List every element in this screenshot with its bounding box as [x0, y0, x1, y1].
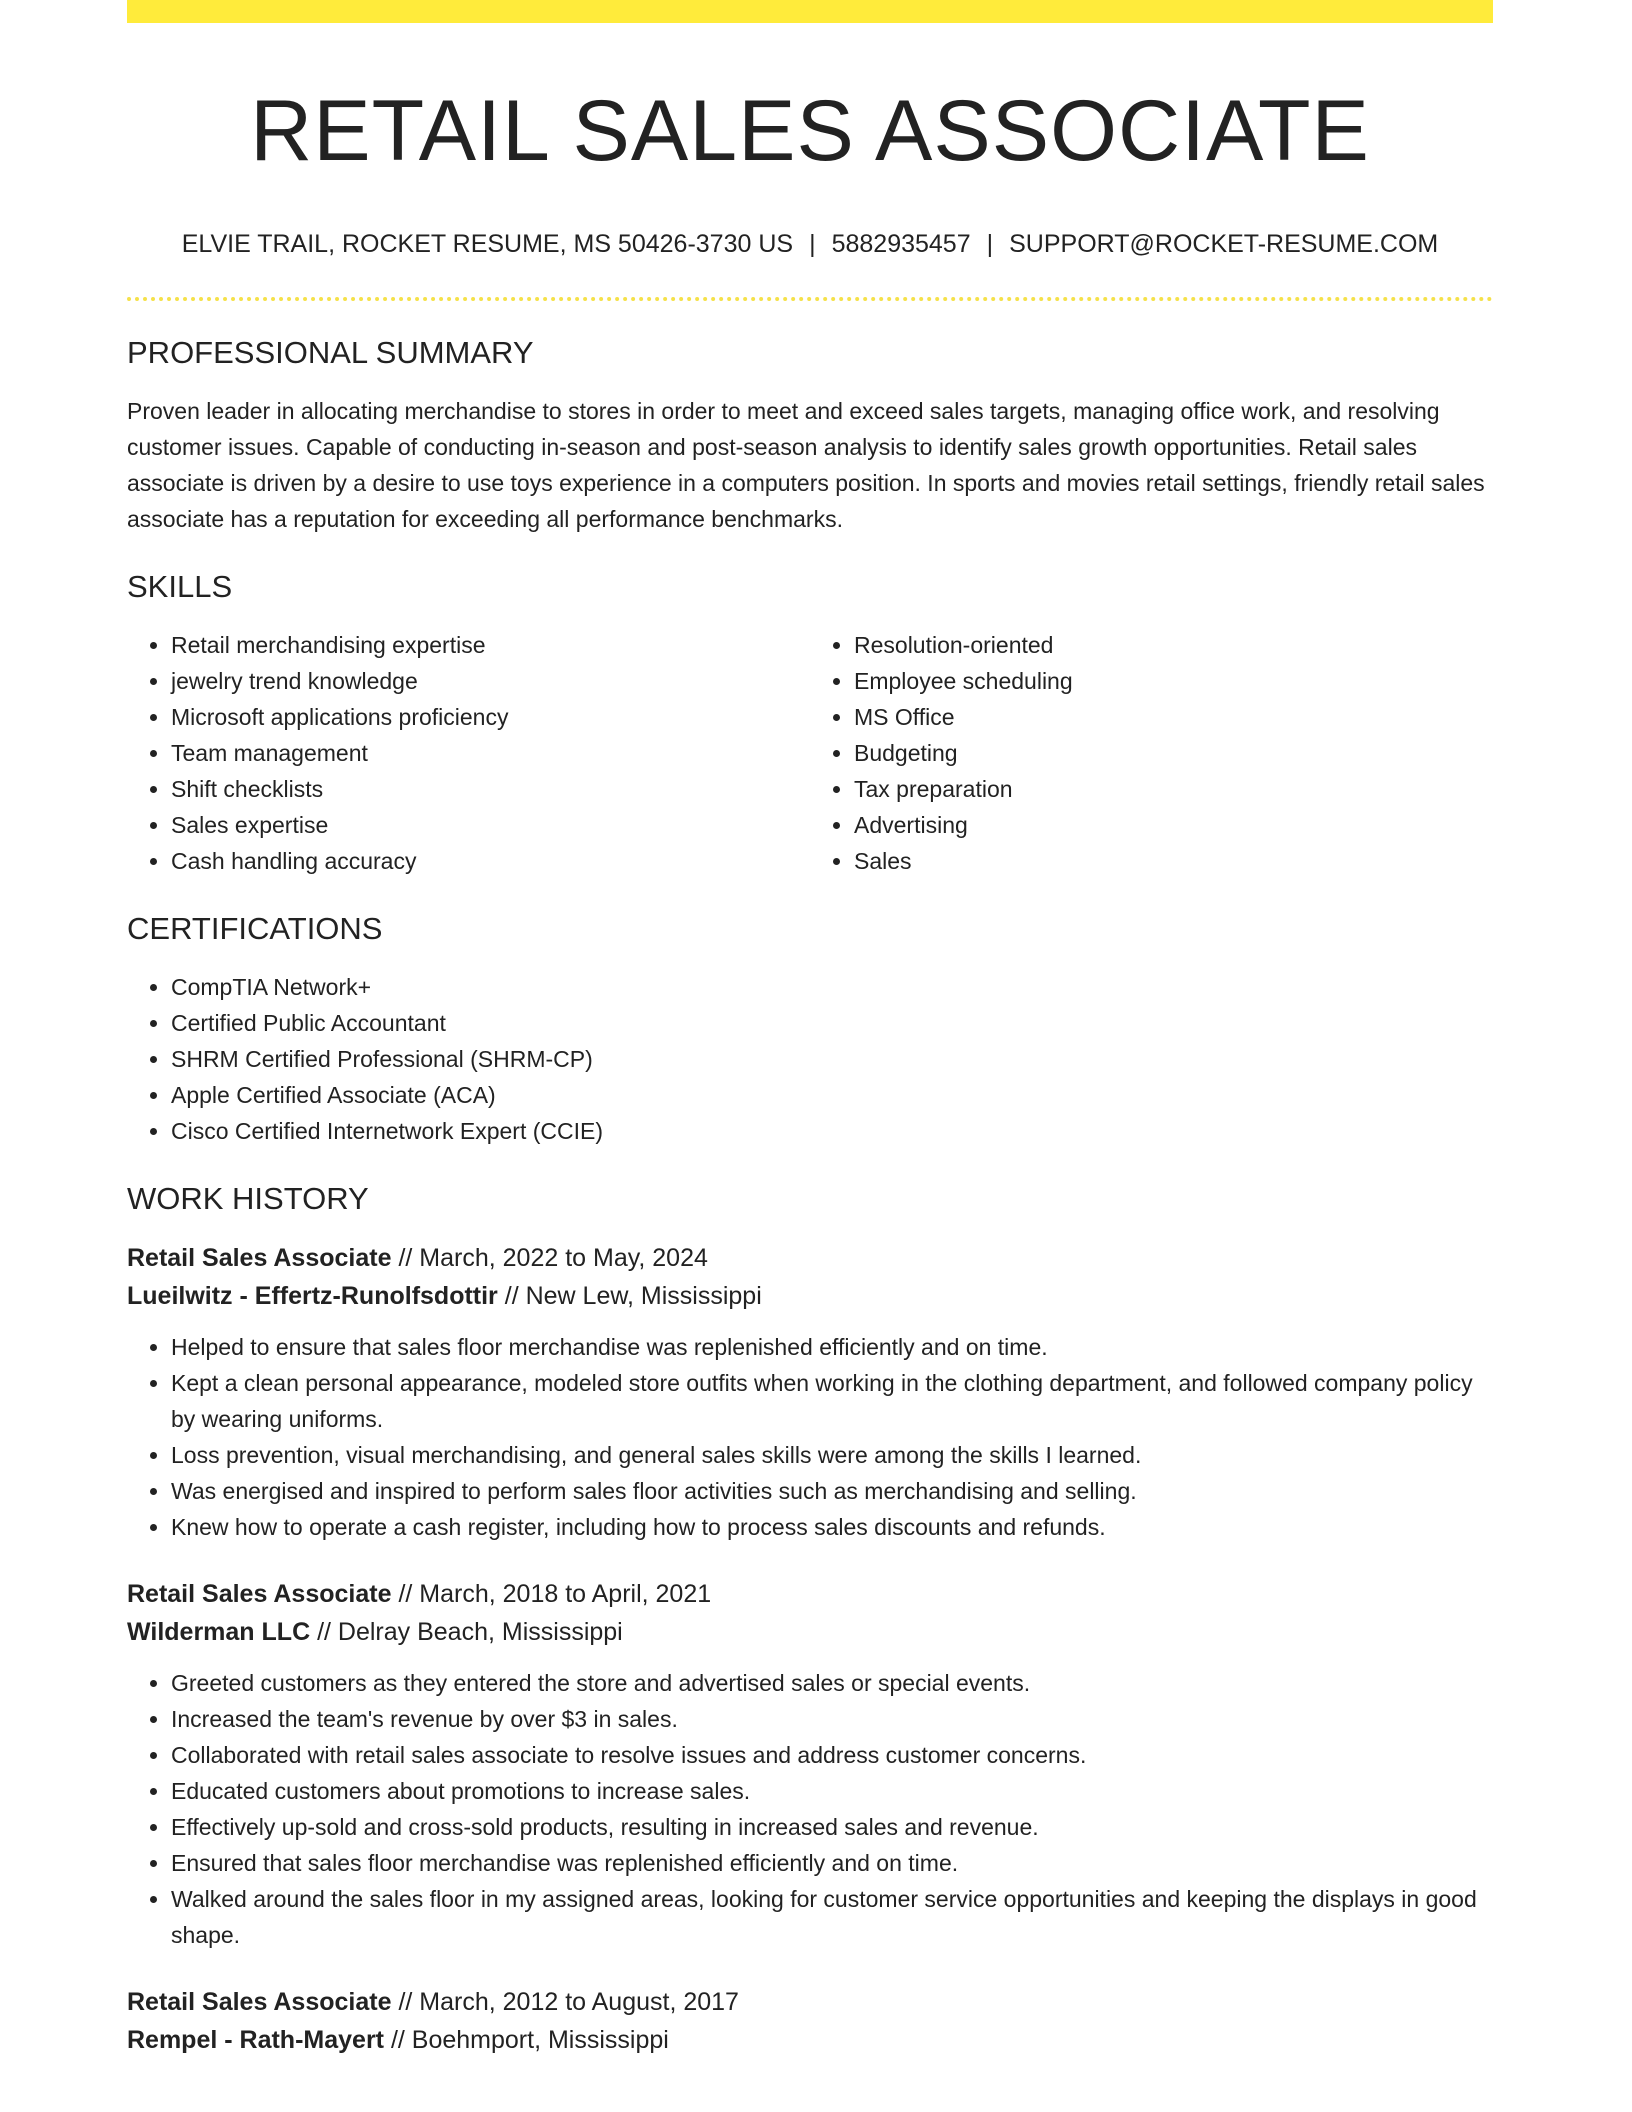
job-role-line — [127, 1575, 1493, 1613]
job-location: // New Lew, Mississippi — [504, 1282, 762, 1310]
accent-bar — [127, 0, 1493, 23]
job-location: // Delray Beach, Mississippi — [317, 1618, 623, 1646]
certification-item: • Certified Public Accountant — [171, 1005, 1493, 1041]
certification-item: • Cisco Certified Internetwork Expert (CCIE) — [171, 1113, 1493, 1149]
skills-section — [127, 567, 1493, 879]
skills-list-right — [810, 627, 1493, 879]
job-bullet: • Increased the team's revenue by over $3 in sales. — [171, 1701, 1493, 1737]
job-bullet: • Was energised and inspired to perform sales floor activities such as merchandising and selling. — [171, 1473, 1493, 1509]
job-company-line — [127, 1613, 1493, 1651]
job-bullet: • Helped to ensure that sales floor merchandise was replenished efficiently and on time. — [171, 1329, 1493, 1365]
job-bullets — [127, 1329, 1493, 1545]
skill-item: • Budgeting — [854, 735, 1493, 771]
skill-item: • Sales expertise — [171, 807, 810, 843]
certifications-list — [127, 969, 1493, 1149]
job-dates: // March, 2018 to April, 2021 — [398, 1580, 712, 1608]
job-role: Retail Sales Associate — [127, 1244, 392, 1272]
section-title-summary: PROFESSIONAL SUMMARY — [127, 335, 534, 370]
certification-item: • CompTIA Network+ — [171, 969, 1493, 1005]
job-bullet: • Walked around the sales floor in my assigned areas, looking for customer service opportunities and keeping the displays in good shape. — [171, 1881, 1493, 1953]
skills-list-left — [127, 627, 810, 879]
contact-address: ELVIE TRAIL, ROCKET RESUME, MS 50426-3730 US — [181, 230, 794, 258]
job-bullet: • Educated customers about promotions to increase sales. — [171, 1773, 1493, 1809]
resume-title: RETAIL SALES ASSOCIATE — [250, 83, 1370, 179]
certification-item: • SHRM Certified Professional (SHRM-CP) — [171, 1041, 1493, 1077]
skill-item: • Advertising — [854, 807, 1493, 843]
certifications-section — [127, 909, 1493, 1149]
skill-item: • Sales — [854, 843, 1493, 879]
work-section — [127, 1179, 1493, 2059]
skill-item: • Tax preparation — [854, 771, 1493, 807]
skill-item: • Retail merchandising expertise — [171, 627, 810, 663]
section-title-certifications: CERTIFICATIONS — [127, 911, 383, 946]
job-bullets — [127, 1665, 1493, 1953]
job-company: Lueilwitz - Effertz-Runolfsdottir — [127, 1282, 498, 1310]
job-role-line — [127, 1239, 1493, 1277]
job-dates: // March, 2012 to August, 2017 — [398, 1988, 739, 2016]
section-title-work: WORK HISTORY — [127, 1181, 369, 1216]
contact-email: SUPPORT@ROCKET-RESUME.COM — [1009, 230, 1439, 258]
job-bullet: • Effectively up-sold and cross-sold products, resulting in increased sales and revenue. — [171, 1809, 1493, 1845]
contact-line — [127, 228, 1493, 260]
job-entry — [127, 1575, 1493, 1953]
job-company-line — [127, 2021, 1493, 2059]
skill-item: • Cash handling accuracy — [171, 843, 810, 879]
summary-section — [127, 333, 1493, 537]
resume-page — [127, 0, 1493, 2059]
contact-phone: 5882935457 — [831, 230, 971, 258]
job-role: Retail Sales Associate — [127, 1988, 392, 2016]
skill-item: • jewelry trend knowledge — [171, 663, 810, 699]
header-divider — [127, 297, 1493, 301]
certification-item: • Apple Certified Associate (ACA) — [171, 1077, 1493, 1113]
job-role: Retail Sales Associate — [127, 1580, 392, 1608]
contact-separator: | — [986, 230, 994, 258]
job-bullet: • Greeted customers as they entered the store and advertised sales or special events. — [171, 1665, 1493, 1701]
skill-item: • Shift checklists — [171, 771, 810, 807]
skill-item: • Resolution-oriented — [854, 627, 1493, 663]
job-bullet: • Kept a clean personal appearance, modeled store outfits when working in the clothing department, and followed company policy by wearing uniforms. — [171, 1365, 1493, 1437]
skill-item: • Team management — [171, 735, 810, 771]
job-bullet: • Collaborated with retail sales associate to resolve issues and address customer concerns. — [171, 1737, 1493, 1773]
skills-grid — [127, 627, 1493, 879]
job-entry — [127, 1983, 1493, 2059]
skill-item: • MS Office — [854, 699, 1493, 735]
job-company-line — [127, 1277, 1493, 1315]
job-bullet: • Ensured that sales floor merchandise was replenished efficiently and on time. — [171, 1845, 1493, 1881]
section-title-skills: SKILLS — [127, 569, 233, 604]
job-company: Wilderman LLC — [127, 1618, 311, 1646]
job-role-line — [127, 1983, 1493, 2021]
contact-separator: | — [809, 230, 816, 258]
job-bullet: • Knew how to operate a cash register, including how to process sales discounts and refunds. — [171, 1509, 1493, 1545]
job-bullet: • Loss prevention, visual merchandising, and general sales skills were among the skills I learned. — [171, 1437, 1493, 1473]
skill-item: • Employee scheduling — [854, 663, 1493, 699]
summary-text: Proven leader in allocating merchandise to stores in order to meet and exceed sales targets, managing office work, and resolving customer issues. Capable of conducting in-season and post-season analysis to identify sales growth opportunities. Retail sales associate is driven by a desire to use toys experience in a computers position. In sports and movies retail settings, friendly retail sales associate has a reputation for exceeding all performance benchmarks. — [127, 398, 1485, 532]
job-location: // Boehmport, Mississippi — [390, 2026, 669, 2054]
skill-item: • Microsoft applications proficiency — [171, 699, 810, 735]
job-company: Rempel - Rath-Mayert — [127, 2026, 384, 2054]
job-entry — [127, 1239, 1493, 1545]
job-dates: // March, 2022 to May, 2024 — [398, 1244, 708, 1272]
